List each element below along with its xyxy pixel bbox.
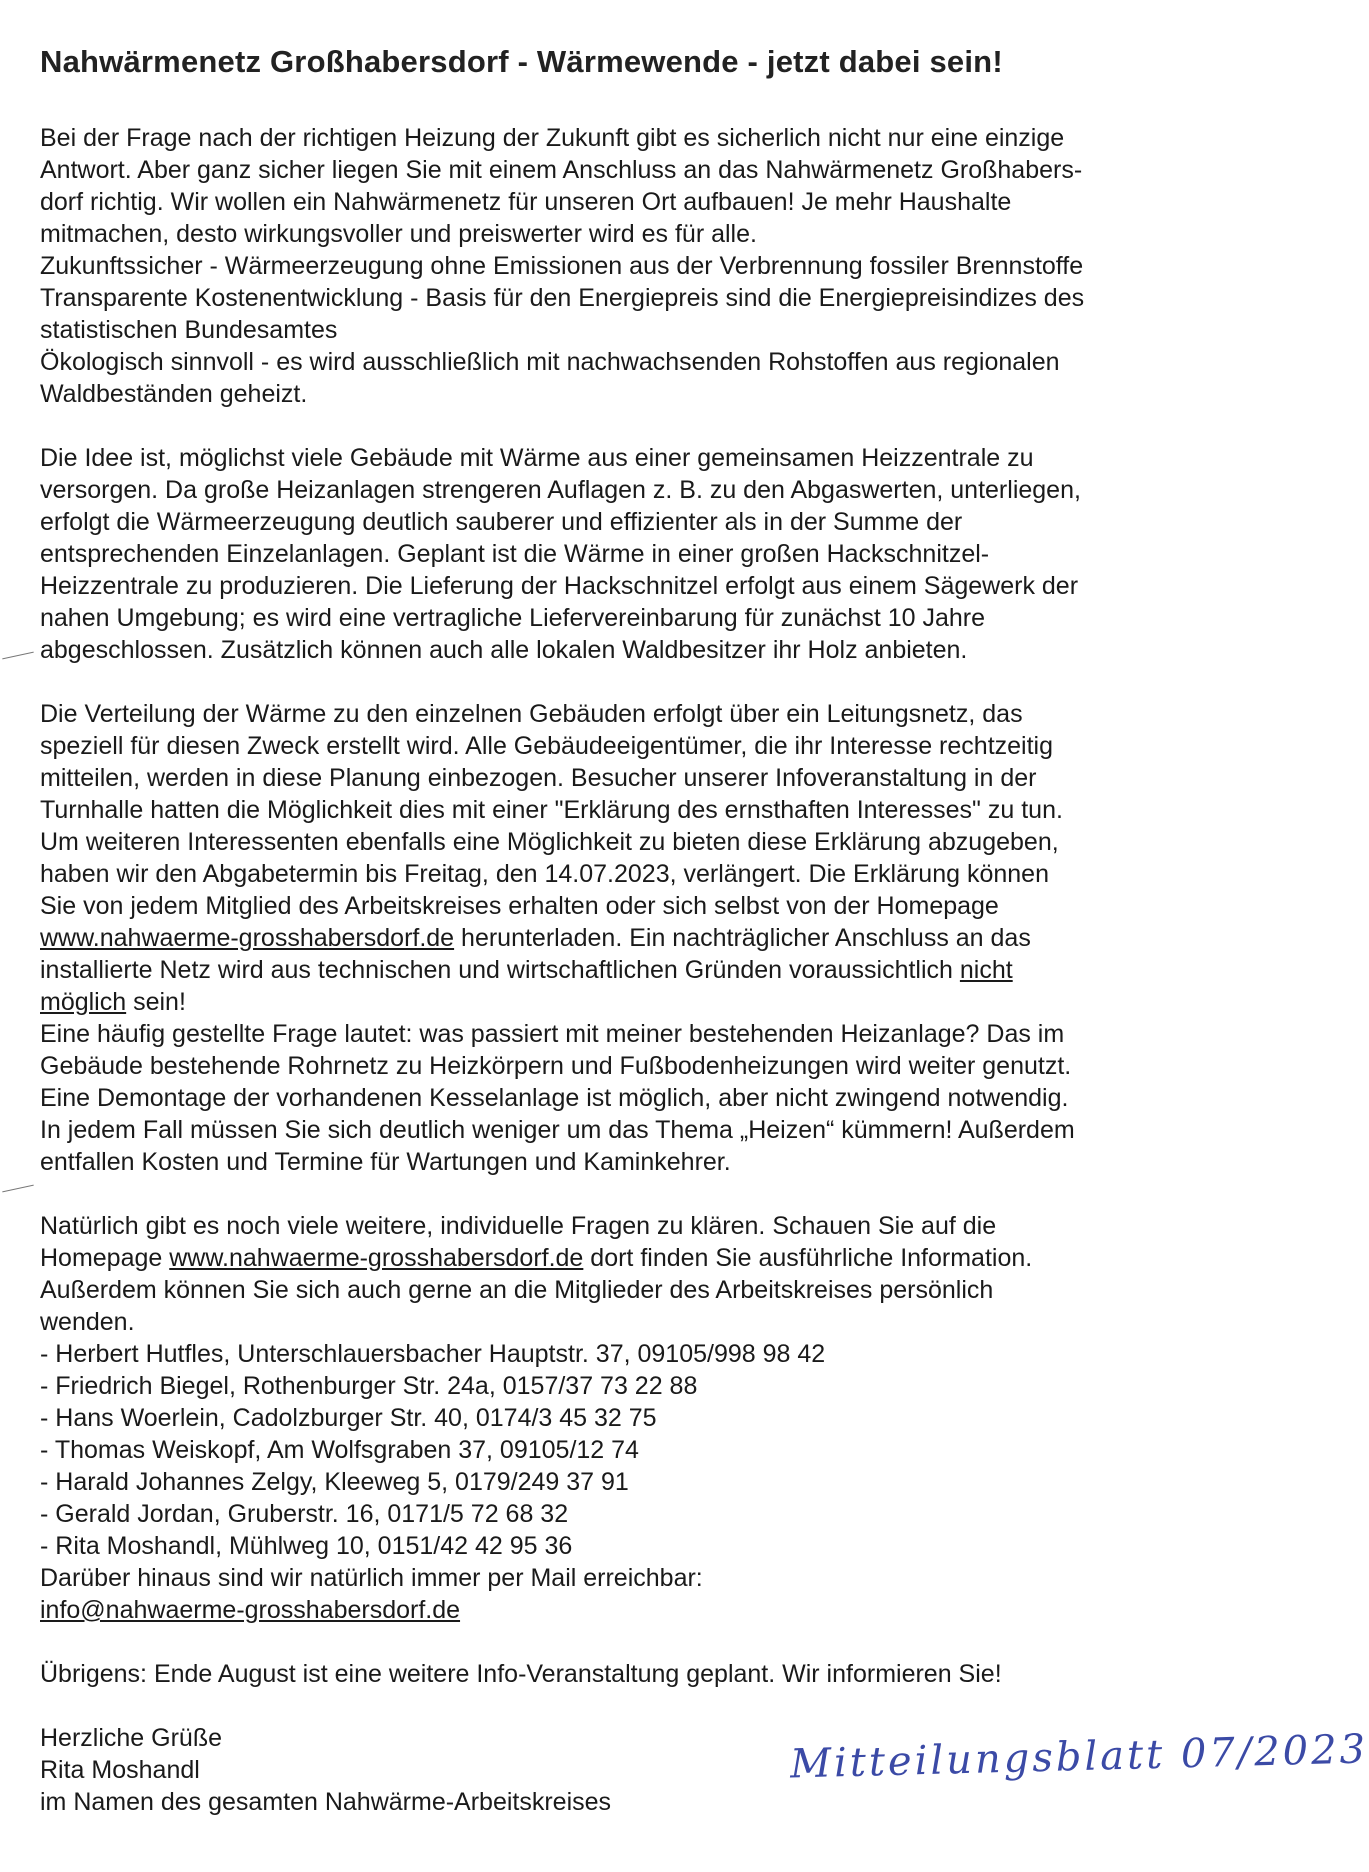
text-line: Die Idee ist, möglichst viele Gebäude mit Wärme aus einer gemeinsamen Heizzentrale zu bbox=[40, 444, 1034, 472]
text-segment: herunterladen. Ein nachträglicher Anschluss an das bbox=[454, 924, 1031, 952]
contact-item: - Gerald Jordan, Gruberstr. 16, 0171/5 72 68 32 bbox=[40, 1500, 569, 1528]
text-line: Heizzentrale zu produzieren. Die Lieferung der Hackschnitzel erfolgt aus einem Sägewerk der bbox=[40, 572, 1079, 600]
greeting: Herzliche Grüße bbox=[40, 1724, 222, 1752]
text-line bbox=[40, 986, 1220, 1018]
underlined-text: möglich bbox=[40, 988, 127, 1016]
idea-paragraph bbox=[40, 442, 1220, 666]
signer-affiliation: im Namen des gesamten Nahwärme-Arbeitskreises bbox=[40, 1788, 612, 1816]
text-line: dorf richtig. Wir wollen ein Nahwärmenetz für unseren Ort aufbauen! Je mehr Haushalte bbox=[40, 188, 1012, 216]
text-line: mitteilen, werden in diese Planung einbezogen. Besucher unserer Infoveranstaltung in der bbox=[40, 764, 1037, 792]
contact-item: - Harald Johannes Zelgy, Kleeweg 5, 0179/249 37 91 bbox=[40, 1468, 629, 1496]
text-line bbox=[40, 922, 1220, 954]
text-line: Außerdem können Sie sich auch gerne an die Mitglieder des Arbeitskreises persönlich bbox=[40, 1276, 994, 1304]
text-line: Natürlich gibt es noch viele weitere, individuelle Fragen zu klären. Schauen Sie auf die bbox=[40, 1212, 997, 1240]
document-page bbox=[40, 44, 1220, 1818]
contact-item: - Thomas Weiskopf, Am Wolfsgraben 37, 09105/12 74 bbox=[40, 1436, 639, 1464]
text-line: Die Verteilung der Wärme zu den einzelnen Gebäuden erfolgt über ein Leitungsnetz, das bbox=[40, 700, 1023, 728]
text-line: Um weiteren Interessenten ebenfalls eine Möglichkeit zu bieten diese Erklärung abzugeben, bbox=[40, 828, 1059, 856]
text-segment: installierte Netz wird aus technischen und wirtschaftlichen Gründen voraussichtlich bbox=[40, 956, 960, 984]
contact-item: - Hans Woerlein, Cadolzburger Str. 40, 0174/3 45 32 75 bbox=[40, 1404, 657, 1432]
signer-name: Rita Moshandl bbox=[40, 1756, 200, 1784]
text-line: mitmachen, desto wirkungsvoller und preiswerter wird es für alle. bbox=[40, 220, 757, 248]
text-segment: Homepage bbox=[40, 1244, 170, 1272]
text-line: Waldbeständen geheizt. bbox=[40, 380, 308, 408]
text-line: Bei der Frage nach der richtigen Heizung der Zukunft gibt es sicherlich nicht nur eine einzige bbox=[40, 124, 1065, 152]
text-line: Zukunftssicher - Wärmeerzeugung ohne Emissionen aus der Verbrennung fossiler Brennstoffe bbox=[40, 252, 1084, 280]
text-line: Sie von jedem Mitglied des Arbeitskreises erhalten oder sich selbst von der Homepage bbox=[40, 892, 999, 920]
email-link[interactable]: info@nahwaerme-grosshabersdorf.de bbox=[40, 1596, 461, 1624]
text-line: wenden. bbox=[40, 1308, 135, 1336]
text-line: Gebäude bestehende Rohrnetz zu Heizkörpern und Fußbodenheizungen wird weiter genutzt. bbox=[40, 1052, 1072, 1080]
document-title: Nahwärmenetz Großhabersdorf - Wärmewende - jetzt dabei sein! bbox=[40, 44, 1003, 79]
homepage-link[interactable]: www.nahwaerme-grosshabersdorf.de bbox=[169, 1244, 584, 1272]
text-segment: sein! bbox=[126, 988, 186, 1016]
text-line: speziell für diesen Zweck erstellt wird. Alle Gebäudeeigentümer, die ihr Interesse rechtzeitig bbox=[40, 732, 1054, 760]
text-line: haben wir den Abgabetermin bis Freitag, den 14.07.2023, verlängert. Die Erklärung können bbox=[40, 860, 1049, 888]
text-segment: dort finden Sie ausführliche Information. bbox=[583, 1244, 1033, 1272]
text-line: Eine Demontage der vorhandenen Kesselanlage ist möglich, aber nicht zwingend notwendig. bbox=[40, 1084, 1069, 1112]
text-line: Darüber hinaus sind wir natürlich immer per Mail erreichbar: bbox=[40, 1564, 703, 1592]
text-line: Turnhalle hatten die Möglichkeit dies mit einer "Erklärung des ernsthaften Interesses" zu tun. bbox=[40, 796, 1063, 824]
text-line: In jedem Fall müssen Sie sich deutlich weniger um das Thema „Heizen“ kümmern! Außerdem bbox=[40, 1116, 1075, 1144]
distribution-paragraph bbox=[40, 698, 1220, 1178]
text-line: entfallen Kosten und Termine für Wartungen und Kaminkehrer. bbox=[40, 1148, 731, 1176]
text-line bbox=[40, 1594, 1220, 1626]
text-line: Transparente Kostenentwicklung - Basis für den Energiepreis sind die Energiepreisindizes des bbox=[40, 284, 1085, 312]
contact-item: - Friedrich Biegel, Rothenburger Str. 24a, 0157/37 73 22 88 bbox=[40, 1372, 698, 1400]
text-line: statistischen Bundesamtes bbox=[40, 316, 338, 344]
text-line: abgeschlossen. Zusätzlich können auch alle lokalen Waldbesitzer ihr Holz anbieten. bbox=[40, 636, 968, 664]
text-line: Ökologisch sinnvoll - es wird ausschließlich mit nachwachsenden Rohstoffen aus regionalen bbox=[40, 348, 1060, 376]
handwritten-annotation: Mitteilungsblatt 07/2023 bbox=[789, 1726, 1369, 1788]
text-line bbox=[40, 1242, 1220, 1274]
homepage-link[interactable]: www.nahwaerme-grosshabersdorf.de bbox=[40, 924, 455, 952]
scan-mark bbox=[2, 652, 34, 660]
underlined-text: nicht bbox=[959, 956, 1013, 984]
contact-paragraph bbox=[40, 1210, 1220, 1626]
intro-paragraph bbox=[40, 122, 1220, 410]
text-line: erfolgt die Wärmeerzeugung deutlich sauberer und effizienter als in der Summe der bbox=[40, 508, 963, 536]
contact-item: - Herbert Hutfles, Unterschlauersbacher Hauptstr. 37, 09105/998 98 42 bbox=[40, 1340, 826, 1368]
text-line bbox=[40, 954, 1220, 986]
contact-item: - Rita Moshandl, Mühlweg 10, 0151/42 42 95 36 bbox=[40, 1532, 573, 1560]
scan-mark bbox=[2, 1185, 34, 1193]
text-line: nahen Umgebung; es wird eine vertragliche Liefervereinbarung für zunächst 10 Jahre bbox=[40, 604, 986, 632]
text-line: Antwort. Aber ganz sicher liegen Sie mit einem Anschluss an das Nahwärmenetz Großhabers- bbox=[40, 156, 1083, 184]
text-line: Eine häufig gestellte Frage lautet: was passiert mit meiner bestehenden Heizanlage? Das im bbox=[40, 1020, 1065, 1048]
closing-note: Übrigens: Ende August ist eine weitere Info-Veranstaltung geplant. Wir informieren Sie! bbox=[40, 1660, 1002, 1688]
text-line: versorgen. Da große Heizanlagen strengeren Auflagen z. B. zu den Abgaswerten, unterliegen, bbox=[40, 476, 1081, 504]
text-line: entsprechenden Einzelanlagen. Geplant ist die Wärme in einer großen Hackschnitzel- bbox=[40, 540, 990, 568]
